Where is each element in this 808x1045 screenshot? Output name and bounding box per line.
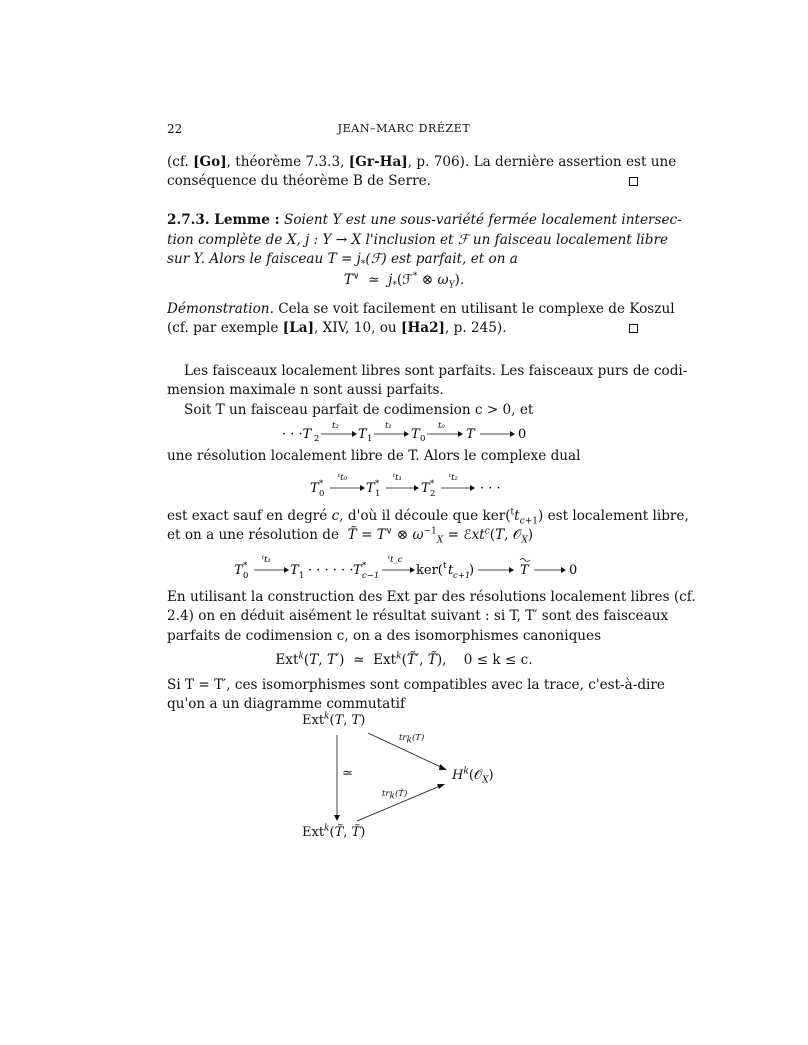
ref-ha2[interactable]: [Ha2] [401, 320, 445, 336]
svg-text:0: 0 [243, 571, 249, 581]
lemma-line-2: tion complète de X, j : Y → X l'inclusion et ℱ un faisceau localement libre [167, 232, 669, 248]
kernel-resolution [232, 552, 582, 582]
diagram-top-node: Ext$^k$(T, T) [302, 711, 366, 728]
diagram-label-trk-t: $tr_k(T)$ [399, 733, 425, 746]
arrow-label-tt0: ᵗt₀ [338, 473, 347, 483]
svg-text:T: T [290, 563, 299, 578]
ref-go[interactable]: [Go] [193, 154, 227, 170]
svg-text:· · · · · ·: · · · · · · [308, 563, 354, 578]
resolution-sequence [270, 420, 540, 446]
diagram-bottom-node: Ext$^k$(T̃, T̃) [302, 823, 366, 840]
svg-text:2: 2 [430, 489, 436, 499]
proof-line-1: Démonstration. Cela se voit facilement en utilisant le complexe de Koszul [167, 301, 675, 317]
qed-box [629, 177, 638, 186]
arrow-label-t0: t₀ [438, 421, 445, 431]
svg-text:): ) [469, 563, 475, 578]
svg-text:0: 0 [420, 434, 426, 444]
svg-text:T: T [358, 427, 367, 442]
page-number: 22 [167, 122, 183, 136]
lemma-line-3: sur Y. Alors le faisceau $T = j_*(ℱ)$ est parfait, et on a [167, 251, 518, 270]
svg-text:ker(: ker( [416, 563, 443, 578]
body-exact-line-1: est exact sauf en degré c, d'où il découle que $ker(^tt_{c+1})$ est localement libre, [167, 507, 689, 527]
svg-text:*: * [362, 561, 367, 571]
svg-text:0: 0 [319, 489, 325, 499]
intro-line-2: conséquence du théorème B de Serre. [167, 173, 431, 189]
body-trace-line-1: Si T = T′, ces isomorphismes sont compatibles avec la trace, c'est-à-dire [167, 677, 665, 693]
body-p1-line-2: mension maximale n sont aussi parfaits. [167, 382, 444, 398]
svg-text:*: * [319, 479, 324, 489]
arrow-label-tt1b: ᵗt₁ [262, 555, 271, 565]
arrow-label-tt1: ᵗt₁ [393, 473, 402, 483]
proof-line-2: (cf. par exemple [La], XIV, 10, ou [Ha2], p. 245). [167, 320, 507, 336]
svg-text:*: * [375, 479, 380, 489]
body-ext-line-3: parfaits de codimension c, on a des isomorphismes canoniques [167, 628, 602, 644]
body-trace-line-2: qu'on a un diagramme commutatif [167, 696, 406, 712]
lemma-formula: T∨ ≃ $j_*(ℱ^*$ ⊗ $\omega_Y$). [343, 271, 465, 291]
svg-text:T: T [421, 481, 430, 496]
svg-text:T: T [353, 563, 362, 578]
body-p2-line-1: Soit T un faisceau parfait de codimension c > 0, et [184, 402, 534, 418]
lemma-label: 2.7.3. Lemme : [167, 212, 280, 228]
arrow-label-ttc: ᵗt_c [388, 555, 403, 565]
arrow-label-t1: t₁ [385, 421, 392, 431]
svg-text:· · ·: · · · [480, 481, 501, 496]
dual-complex [300, 470, 510, 500]
svg-text:T: T [520, 563, 529, 578]
running-head: JEAN–MARC DRÉZET [337, 122, 471, 135]
svg-text:1: 1 [299, 571, 305, 581]
lemma-line-1: 2.7.3. Lemme : Soient Y est une sous-variété fermée localement intersec- [167, 212, 682, 228]
body-ext-line-1: En utilisant la construction des Ext par des résolutions localement libres (cf. [167, 589, 696, 605]
diagram-label-trk-ttilde: $tr_k(T̃)$ [382, 789, 408, 802]
diagram-iso-symbol: ≃ [342, 766, 353, 781]
iso-formula: Ext$^k$(T, T′) ≃ Ext$^k$(T̃′, T̃), 0 ≤ k ≤ c. [275, 651, 533, 668]
svg-text:T: T [310, 481, 319, 496]
intro-line-1: (cf. [Go], théorème 7.3.3, [Gr-Ha], p. 706). La dernière assertion est une [167, 154, 677, 170]
svg-text:T: T [366, 481, 375, 496]
diagram-right-node: $H^k(𝒪_X)$ [452, 766, 494, 786]
svg-text:· · ·T: · · ·T [282, 427, 312, 442]
svg-text:1: 1 [375, 489, 381, 499]
svg-text:c−1: c−1 [362, 571, 380, 581]
ref-grha[interactable]: [Gr-Ha] [348, 154, 408, 170]
proof-label: Démonstration. [167, 301, 274, 317]
svg-text:T: T [466, 427, 475, 442]
body-res-line: une résolution localement libre de T. Alors le complexe dual [167, 448, 581, 464]
body-exact-line-2: et on a une résolution de T̃ = T∨ ⊗ $\omega^{-1}_X$ = ℰxt$^c$(T, 𝒪$_X$) [167, 526, 534, 546]
svg-text:1: 1 [367, 434, 373, 444]
svg-text:*: * [430, 479, 435, 489]
qed-box [629, 324, 638, 333]
body-p1-line-1: Les faisceaux localement libres sont parfaits. Les faisceaux purs de codi- [184, 363, 688, 379]
ref-la[interactable]: [La] [282, 320, 315, 336]
svg-text:c+1: c+1 [453, 571, 471, 581]
svg-text:0: 0 [518, 427, 527, 442]
svg-text:*: * [243, 561, 248, 571]
body-ext-line-2: 2.4) on en déduit aisément le résultat suivant : si T, T′ sont des faisceaux [167, 608, 669, 624]
svg-text:0: 0 [569, 563, 578, 578]
arrow-label-tt2: ᵗt₂ [449, 473, 458, 483]
svg-text:T: T [234, 563, 243, 578]
svg-text:t: t [448, 563, 454, 578]
svg-text:2: 2 [314, 434, 320, 444]
svg-text:t: t [443, 561, 447, 571]
arrow-label-t2: t₂ [332, 421, 339, 431]
svg-text:T: T [411, 427, 420, 442]
diagram-arrows [300, 725, 460, 835]
